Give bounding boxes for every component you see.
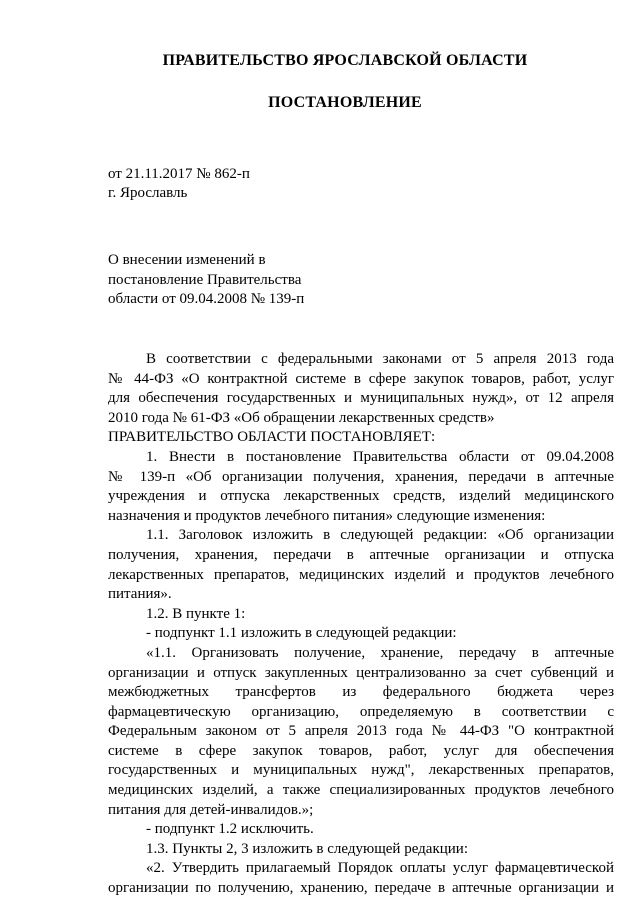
body-line: межбюджетных трансфертов из федерального бюджета через bbox=[108, 684, 614, 701]
body-line: «2. Утвердить прилагаемый Порядок оплаты услуг фармацевтической bbox=[146, 860, 614, 877]
body-line: организации и отпуск закупленных централизованно за счет субвенций и bbox=[108, 664, 614, 681]
body-line: № 44-ФЗ «О контрактной системе в сфере закупок товаров, работ, услуг bbox=[108, 370, 614, 387]
body-line: 1.2. В пункте 1: bbox=[146, 605, 246, 622]
body-line: 2010 года № 61-ФЗ «Об обращении лекарственных средств» bbox=[108, 409, 495, 426]
body-line: - подпункт 1.1 изложить в следующей редакции: bbox=[146, 625, 457, 642]
body-line: ПРАВИТЕЛЬСТВО ОБЛАСТИ ПОСТАНОВЛЯЕТ: bbox=[108, 429, 436, 446]
subject-line: О внесении изменений в bbox=[108, 252, 266, 268]
body-line: питания для детей-инвалидов.»; bbox=[108, 801, 314, 818]
body-line: для обеспечения государственных и муниципальных нужд», от 12 апреля bbox=[108, 390, 614, 407]
subject-line: постановление Правительства bbox=[108, 271, 302, 288]
body-line: питания». bbox=[108, 586, 172, 603]
document-body bbox=[108, 350, 614, 899]
body-line: организации по получению, хранению, передаче в аптечные организации и bbox=[108, 880, 614, 897]
body-line: назначения и продуктов лечебного питания» следующие изменения: bbox=[108, 507, 546, 524]
government-title: ПРАВИТЕЛЬСТВО ЯРОСЛАВСКОЙ ОБЛАСТИ bbox=[162, 52, 528, 69]
body-line: - подпункт 1.2 исключить. bbox=[146, 821, 314, 838]
body-line: получения, хранения, передачи в аптечные организации и отпуска bbox=[108, 546, 614, 563]
document-type-title: ПОСТАНОВЛЕНИЕ bbox=[268, 94, 422, 111]
body-line: № 139-п «Об организации получения, хранения, передачи в аптечные bbox=[108, 468, 614, 485]
body-line: «1.1. Организовать получение, хранение, передачу в аптечные bbox=[146, 644, 614, 661]
body-line: медицинских изделий, а также специализированных продуктов лечебного bbox=[108, 782, 614, 799]
body-line: системе в сфере закупок товаров, работ, услуг для обеспечения bbox=[108, 742, 614, 759]
body-line: В соответствии с федеральными законами от 5 апреля 2013 года bbox=[146, 351, 614, 367]
document-date-number: от 21.11.2017 № 862-п bbox=[108, 166, 250, 182]
document-subject bbox=[108, 251, 304, 310]
body-line: 1.1. Заголовок изложить в следующей редакции: «Об организации bbox=[146, 527, 614, 544]
body-line: лекарственных препаратов, медицинских изделий и продуктов лечебного bbox=[108, 566, 614, 583]
document-city: г. Ярославль bbox=[108, 185, 188, 201]
subject-line: области от 09.04.2008 № 139-п bbox=[108, 291, 305, 307]
body-line: 1.3. Пункты 2, 3 изложить в следующей редакции: bbox=[146, 840, 468, 857]
body-line: учреждения и отпуска лекарственных средств, изделий медицинского bbox=[108, 488, 614, 505]
body-line: Федеральным законом от 5 апреля 2013 года № 44-ФЗ "О контрактной bbox=[108, 723, 614, 740]
body-line: 1. Внести в постановление Правительства области от 09.04.2008 bbox=[146, 448, 614, 465]
body-line: государственных и муниципальных нужд", лекарственных препаратов, bbox=[108, 762, 614, 779]
body-line: фармацевтическую организацию, определяемую в соответствии с bbox=[108, 703, 614, 720]
